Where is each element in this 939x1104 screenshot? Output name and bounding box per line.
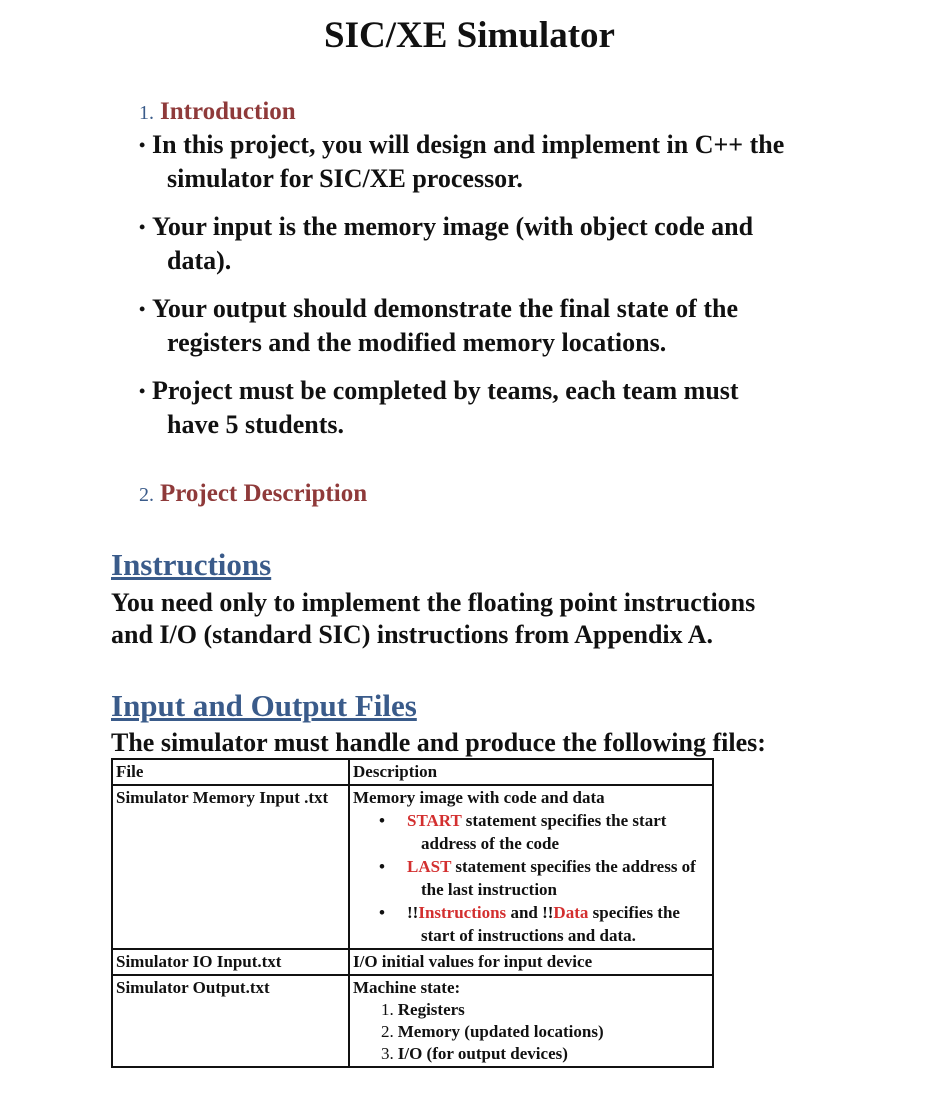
bullet-item <box>139 292 859 360</box>
list-number: 2. <box>381 1022 394 1041</box>
files-table <box>111 758 714 1068</box>
bullet-text: Your output should demonstrate the final state of the <box>152 294 738 323</box>
list-item-text: statement specifies the address of <box>451 857 696 876</box>
keyword-data: Data <box>553 903 589 922</box>
bullet-icon: • <box>139 381 146 401</box>
list-item <box>381 999 709 1021</box>
keyword-start: START <box>407 811 462 830</box>
list-item-text: I/O (for output devices) <box>397 1044 568 1063</box>
section-heading-project-description <box>139 480 367 508</box>
list-item-prefix: !! <box>407 903 419 922</box>
instructions-line: and I/O (standard SIC) instructions from Appendix A. <box>111 620 713 649</box>
list-item <box>379 809 709 855</box>
bullet-item <box>139 210 859 278</box>
list-item-text: and !! <box>506 903 554 922</box>
file-name-cell: Simulator Output.txt <box>112 975 349 1067</box>
bullet-icon: • <box>379 857 385 876</box>
bullet-item <box>139 374 859 442</box>
list-item-text: Memory (updated locations) <box>397 1022 604 1041</box>
section-number: 2. <box>139 484 154 506</box>
list-item-text-continued: start of instructions and data. <box>421 926 636 945</box>
file-name-cell: Simulator Memory Input .txt <box>112 785 349 949</box>
bullet-text: In this project, you will design and implement in C++ the <box>152 130 785 159</box>
section-title: Introduction <box>160 98 296 125</box>
bullet-text-continued: data). <box>167 246 232 275</box>
instructions-line: You need only to implement the floating point instructions <box>111 588 756 617</box>
list-item-text-continued: address of the code <box>421 834 560 853</box>
bullet-text-continued: have 5 students. <box>167 410 344 439</box>
keyword-instructions: Instructions <box>418 903 507 922</box>
description-cell <box>349 975 713 1067</box>
list-item <box>379 855 709 901</box>
instructions-paragraph <box>111 587 755 651</box>
description-cell <box>349 785 713 949</box>
description-text: Memory image with code and data <box>353 788 605 807</box>
bullet-icon: • <box>139 217 146 237</box>
bullet-text-continued: simulator for SIC/XE processor. <box>167 164 523 193</box>
file-name-cell: Simulator IO Input.txt <box>112 949 349 975</box>
table-header-cell: File <box>112 759 349 785</box>
list-item <box>379 901 709 947</box>
section-number: 1. <box>139 102 154 124</box>
description-list <box>353 809 709 947</box>
section-heading-introduction <box>139 98 296 126</box>
description-cell: I/O initial values for input device <box>349 949 713 975</box>
list-item-text: Registers <box>397 1000 465 1019</box>
table-row <box>112 785 713 949</box>
list-item <box>381 1043 709 1065</box>
io-files-intro: The simulator must handle and produce the following files: <box>111 728 766 757</box>
bullet-text: Your input is the memory image (with object code and <box>152 212 754 241</box>
list-number: 1. <box>381 1000 394 1019</box>
io-files-heading: Input and Output Files <box>111 688 417 723</box>
instructions-heading: Instructions <box>111 547 272 582</box>
bullet-icon: • <box>379 811 385 830</box>
list-number: 3. <box>381 1044 394 1063</box>
bullet-item <box>139 128 859 196</box>
table-header-row <box>112 759 713 785</box>
bullet-icon: • <box>139 135 146 155</box>
bullet-icon: • <box>139 299 146 319</box>
list-item-text: specifies the <box>588 903 680 922</box>
machine-state-list <box>353 999 709 1065</box>
list-item <box>381 1021 709 1043</box>
keyword-last: LAST <box>407 857 452 876</box>
table-header-cell: Description <box>349 759 713 785</box>
section-title: Project Description <box>160 480 368 507</box>
description-text: Machine state: <box>353 978 461 997</box>
list-item-text: statement specifies the start <box>461 811 667 830</box>
table-row <box>112 975 713 1067</box>
bullet-text: Project must be completed by teams, each team must <box>152 376 739 405</box>
bullet-icon: • <box>379 903 385 922</box>
bullet-text-continued: registers and the modified memory locations. <box>167 328 667 357</box>
page-title: SIC/XE Simulator <box>324 15 615 56</box>
table-row <box>112 949 713 975</box>
list-item-text-continued: the last instruction <box>421 880 557 899</box>
